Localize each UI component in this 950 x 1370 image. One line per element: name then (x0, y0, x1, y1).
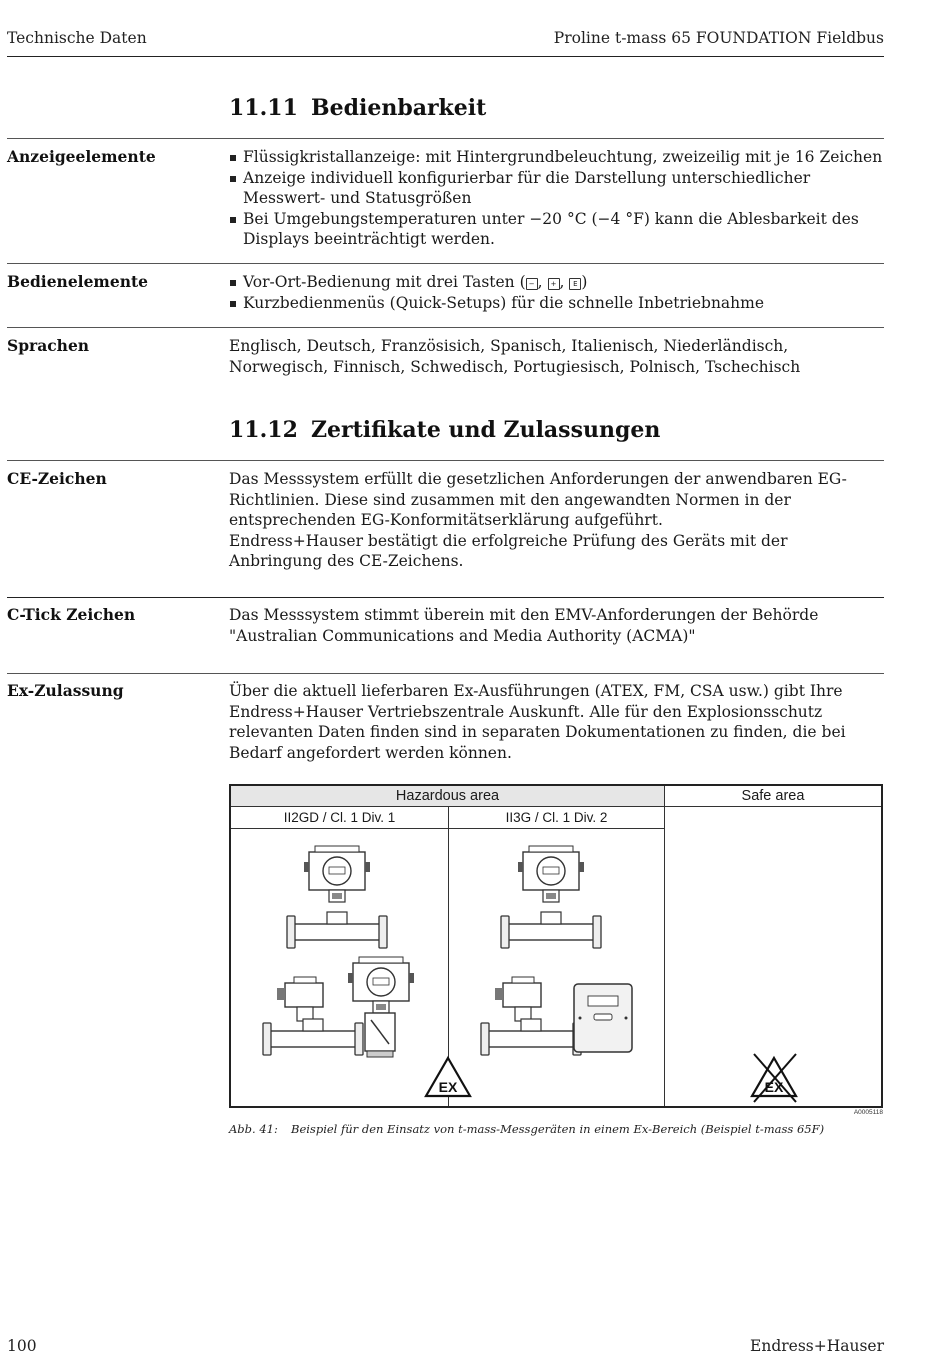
divider (7, 138, 884, 139)
list-item (229, 272, 884, 293)
section-heading-11-12 (229, 417, 660, 443)
transmitter-icon (287, 846, 387, 948)
caption-number: Abb. 41: (229, 1122, 278, 1136)
section-title: Bedienbarkeit (311, 95, 487, 121)
list-item: Anzeige individuell konfigurierbar für die Darstellung unterschiedlicher Messwert- und Statusgrößen (229, 168, 884, 209)
label-sprachen: Sprachen (7, 336, 90, 355)
safe-area-header: Safe area (665, 786, 881, 807)
remote-transmitter-icon (481, 977, 581, 1055)
header-document-title: Proline t-mass 65 FOUNDATION Fieldbus (553, 29, 884, 47)
divider (7, 263, 884, 264)
ce-text (229, 469, 884, 572)
divider (7, 673, 884, 674)
label-ce-zeichen: CE-Zeichen (7, 469, 107, 488)
label-anzeigeelemente: Anzeigeelemente (7, 147, 156, 166)
figure-id: A0005118 (853, 1109, 883, 1116)
ex-area-figure (221, 784, 883, 1108)
device-drawings: EX (231, 828, 881, 1108)
footer-brand: Endress+Hauser (750, 1337, 884, 1355)
label-bedienelemente: Bedienelemente (7, 272, 148, 291)
sprachen-text: Englisch, Deutsch, Französisich, Spanisch, Italienisch, Niederländisch, Norwegisch, Finnisch, Schwedisch, Portugiesisch, Polnisch, Tschechisch (229, 337, 801, 376)
crossed-ex-icon (752, 1054, 796, 1102)
zone2-header: II3G / Cl. 1 Div. 2 (449, 807, 664, 829)
ctick-text: Das Messsystem stimmt überein mit den EMV-Anforderungen der Behörde "Australian Communications and Media Authority (ACMA)" (229, 606, 819, 645)
transmitter-icon (501, 846, 601, 948)
hazardous-area-header: Hazardous area (231, 786, 665, 807)
remote-transmitter-icon (263, 977, 363, 1055)
paragraph: Das Messsystem erfüllt die gesetzlichen Anforderungen der anwendbaren EG-Richtlinien. Diese sind zusammen mit den angewandten Normen in der entsprechenden EG-Konformitätserklärung aufgeführt. (229, 470, 847, 529)
wall-mount-housing-icon (574, 984, 632, 1052)
section-number: 11.11 (229, 95, 298, 121)
enter-key-icon: E (569, 278, 581, 290)
figure-caption (229, 1122, 824, 1136)
list-item: Flüssigkristallanzeige: mit Hintergrundbeleuchtung, zweizeilig mit je 16 Zeichen (229, 147, 884, 168)
bedien-list (229, 272, 884, 313)
page-number: 100 (7, 1337, 37, 1355)
header-section-title: Technische Daten (7, 29, 147, 47)
zone1-header: II2GD / Cl. 1 Div. 1 (231, 807, 449, 829)
caption-text: Beispiel für den Einsatz von t-mass-Messgeräten in einem Ex-Bereich (Beispiel t-mass 65F) (291, 1122, 825, 1136)
section-heading-11-11 (229, 95, 486, 121)
label-ex-zulassung: Ex-Zulassung (7, 681, 124, 700)
separator: , (537, 273, 548, 291)
paragraph: Endress+Hauser bestätigt die erfolgreiche Prüfung des Geräts mit der Anbringung des CE-Zeichens. (229, 531, 788, 570)
header-rule (7, 56, 884, 57)
list-item-text: Vor-Ort-Bedienung mit drei Tasten ( (243, 273, 526, 291)
section-number: 11.12 (229, 417, 298, 443)
separator: , (559, 273, 570, 291)
list-item: Bei Umgebungstemperaturen unter −20 °C (−4 °F) kann die Ablesbarkeit des Displays beeinträchtigt werden. (229, 209, 884, 250)
minus-key-icon: − (526, 278, 538, 290)
divider (7, 460, 884, 461)
list-item-text: ) (581, 273, 588, 291)
divider (7, 597, 884, 598)
label-c-tick: C-Tick Zeichen (7, 605, 136, 624)
list-item: Kurzbedienmenüs (Quick-Setups) für die schnelle Inbetriebnahme (229, 293, 884, 314)
divider (7, 327, 884, 328)
section-title: Zertifikate und Zulassungen (311, 417, 661, 443)
ex-warning-icon (426, 1058, 470, 1096)
ex-text: Über die aktuell lieferbaren Ex-Ausführungen (ATEX, FM, CSA usw.) gibt Ihre Endress+Hauser Vertriebszentrale Auskunft. Alle für den Explosionsschutz relevanten Daten finden sind in separaten Dokumentationen zu finden, die bei Bedarf angefordert werden können. (229, 682, 846, 762)
anzeige-list (229, 147, 884, 250)
plus-key-icon: + (548, 278, 560, 290)
